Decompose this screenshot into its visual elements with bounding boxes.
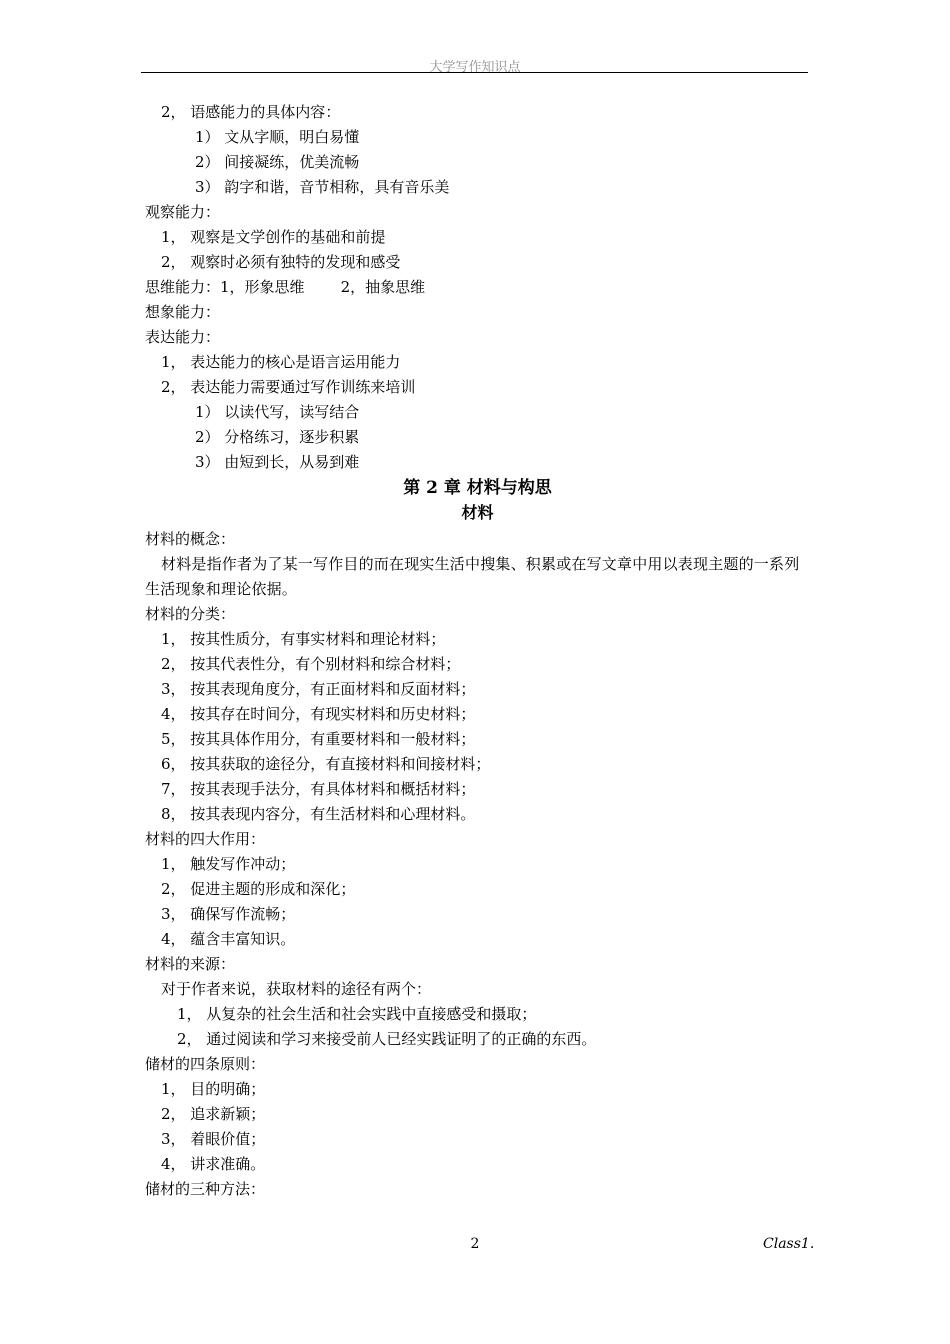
list-item: 2， 语感能力的具体内容：: [161, 103, 341, 121]
section-heading: 材料的来源：: [145, 955, 236, 973]
list-item: 4， 蕴含丰富知识。: [161, 930, 296, 948]
header-divider: [141, 72, 808, 73]
section-heading: 想象能力：: [145, 303, 221, 321]
list-item: 2） 间接凝练，优美流畅: [195, 153, 360, 171]
list-item: 3， 确保写作流畅；: [161, 905, 296, 923]
section-heading: 储材的四条原则：: [145, 1055, 266, 1073]
section-heading: 思维能力：: [145, 278, 221, 296]
list-item: 3） 由短到长，从易到难: [195, 453, 360, 471]
running-header: 大学写作知识点: [429, 60, 521, 75]
list-item: 2） 分格练习，逐步积累: [195, 428, 360, 446]
paragraph: 对于作者来说，获取材料的途径有两个：: [161, 980, 432, 998]
section-heading: 材料的分类：: [145, 605, 236, 623]
list-item: 3， 着眼价值；: [161, 1130, 266, 1148]
page-number: 2: [470, 1236, 480, 1252]
list-item: 2， 观察时必须有独特的发现和感受: [161, 253, 401, 271]
list-item: 1， 从复杂的社会生活和社会实践中直接感受和摄取；: [177, 1005, 537, 1023]
section-heading: 表达能力：: [145, 328, 221, 346]
list-item: 2， 促进主题的形成和深化；: [161, 880, 356, 898]
list-item: 1，形象思维: [220, 278, 305, 296]
section-heading: 材料的概念：: [145, 530, 236, 548]
list-item: 1） 文从字顺，明白易懂: [195, 128, 360, 146]
list-item: 3） 韵字和谐，音节相称，具有音乐美: [195, 178, 450, 196]
section-title: 材料: [461, 503, 494, 522]
list-item: 2， 按其代表性分，有个别材料和综合材料；: [161, 655, 461, 673]
list-item: 7， 按其表现手法分，有具体材料和概括材料；: [161, 780, 476, 798]
footer-label: Class1.: [763, 1236, 815, 1252]
list-item: 1， 按其性质分，有事实材料和理论材料；: [161, 630, 446, 648]
list-item: 3， 按其表现角度分，有正面材料和反面材料；: [161, 680, 476, 698]
list-item: 1， 目的明确；: [161, 1080, 266, 1098]
list-item: 6， 按其获取的途径分，有直接材料和间接材料；: [161, 755, 491, 773]
list-item: 2， 表达能力需要通过写作训练来培训: [161, 378, 416, 396]
list-item: 4， 讲求准确。: [161, 1155, 266, 1173]
thinking-line: [145, 275, 810, 300]
chapter-title: 第 2 章 材料与构思: [403, 478, 552, 498]
list-item: 1， 触发写作冲动；: [161, 855, 296, 873]
document-body: [145, 100, 810, 1202]
section-heading: 观察能力：: [145, 203, 221, 221]
section-heading: 材料的四大作用：: [145, 830, 266, 848]
list-item: 8， 按其表现内容分，有生活材料和心理材料。: [161, 805, 476, 823]
list-item: 1， 观察是文学创作的基础和前提: [161, 228, 386, 246]
list-item: 2， 追求新颖；: [161, 1105, 266, 1123]
list-item: 1， 表达能力的核心是语言运用能力: [161, 353, 401, 371]
list-item: 1） 以读代写，读写结合: [195, 403, 360, 421]
section-heading: 储材的三种方法：: [145, 1180, 266, 1198]
list-item: 2，抽象思维: [340, 278, 426, 296]
list-item: 4， 按其存在时间分，有现实材料和历史材料；: [161, 705, 476, 723]
list-item: 5， 按其具体作用分，有重要材料和一般材料；: [161, 730, 476, 748]
list-item: 2， 通过阅读和学习来接受前人已经实践证明了的正确的东西。: [177, 1030, 597, 1048]
paragraph: 材料是指作者为了某一写作目的而在现实生活中搜集、积累或在写文章中用以表现主题的一系列生活现象和理论依据。: [145, 555, 800, 598]
